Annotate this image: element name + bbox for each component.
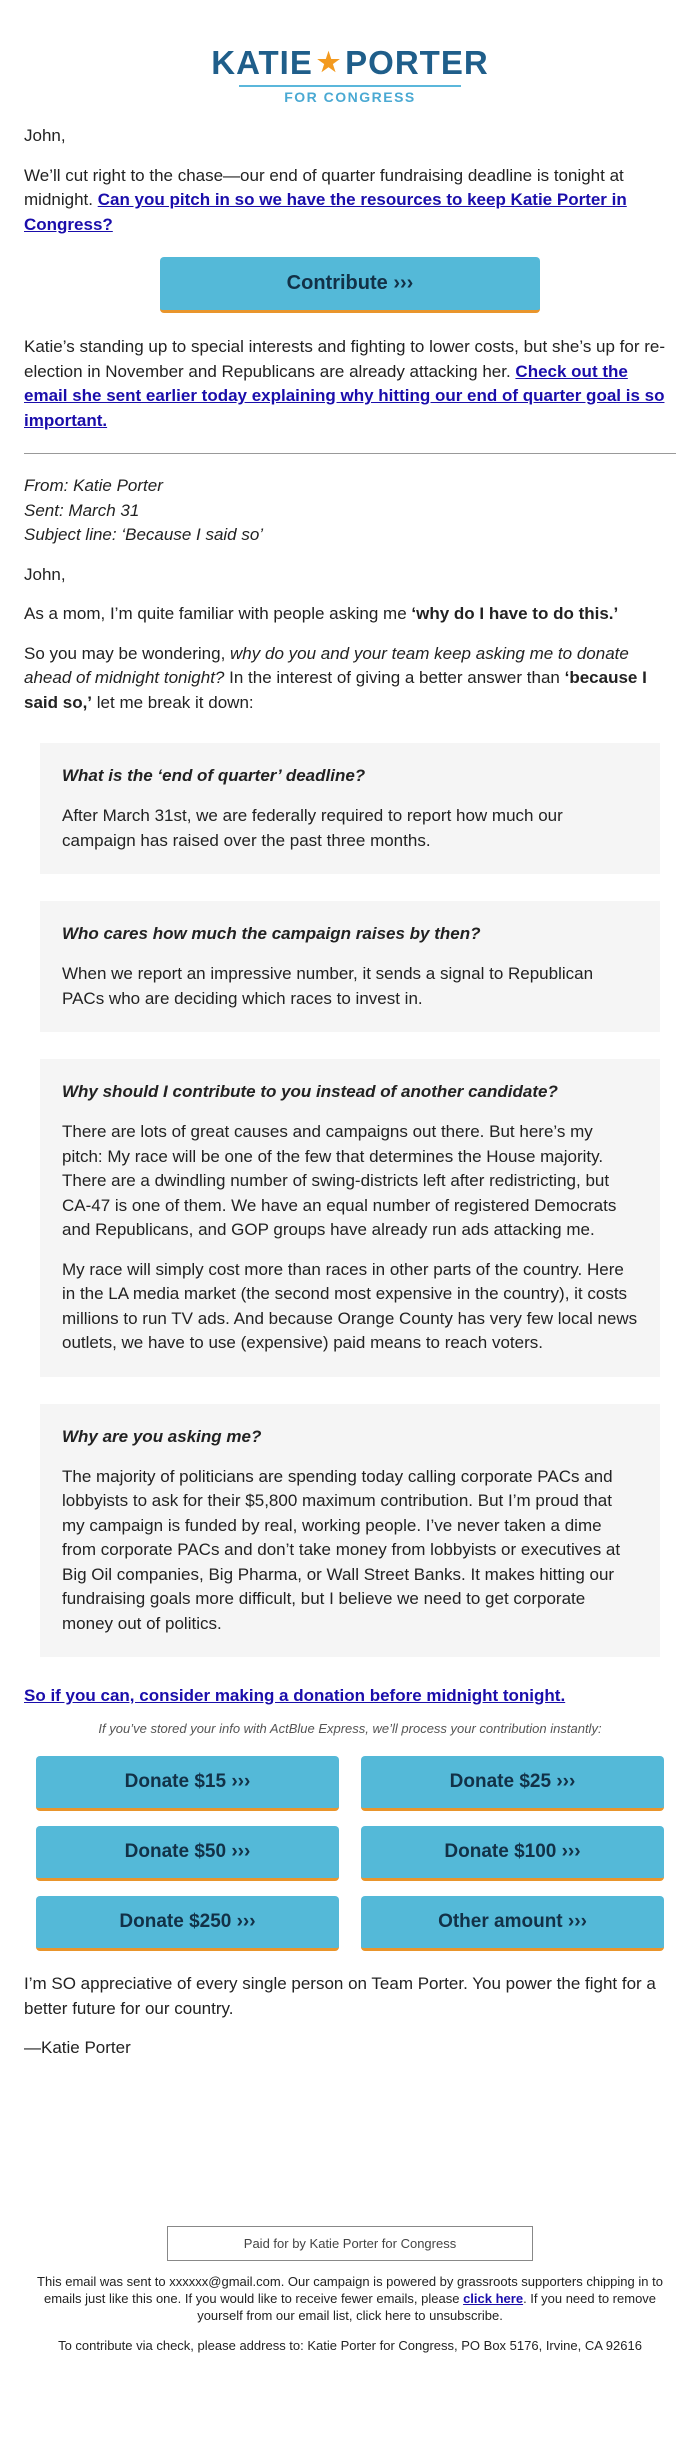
donation-link-paragraph	[24, 1684, 676, 1709]
disclaimer-text-2: . If you need to remove yourself from our email list, click here to unsubscribe.	[197, 2290, 657, 2323]
forwarded-sent: Sent: March 31	[24, 500, 140, 520]
faq-answer: When we report an impressive number, it sends a signal to Republican PACs who are deciding which races to invest in.	[62, 964, 594, 1008]
faq-question: Who cares how much the campaign raises by then?	[62, 924, 481, 943]
intro-text: We’ll cut right to the chase—our end of quarter fundraising deadline is tonight at midnight.	[24, 165, 624, 209]
check-address: To contribute via check, please address to: Katie Porter for Congress, PO Box 5176, Irvine, CA 92616	[58, 2337, 642, 2353]
greeting: John,	[24, 126, 66, 145]
email-body	[0, 124, 700, 2061]
faq-box	[40, 743, 660, 874]
forwarded-header	[24, 474, 676, 548]
reelection-paragraph	[24, 335, 676, 433]
donate-15-button[interactable]: Donate $15 ›››	[36, 1756, 339, 1811]
faq-answer: The majority of politicians are spending today calling corporate PACs and lobbyists to ask for their $5,800 maximum contribution. But I’m proud that my campaign is funded by real, working people. I’ve never taken a dime from corporate PACs and don’t take money from lobbyists or executives at Big Oil companies, Big Pharma, or Wall Street Banks. It makes hitting our fundraising goals more difficult, but I believe we need to get corporate money out of politics.	[62, 1466, 621, 1633]
logo-divider	[239, 85, 461, 87]
donate-other-button[interactable]: Other amount ›››	[361, 1896, 664, 1951]
contribute-button[interactable]: Contribute ›››	[160, 257, 540, 313]
reelection-text: Katie’s standing up to special interests and fighting to lower costs, but she’s up for re-election in November and Republicans are already attacking her.	[24, 337, 666, 381]
faq-answer: There are lots of great causes and campaigns out there. But here’s my pitch: My race will be one of the few that determines the House majority. There are a dwindling number of swing-districts left after redistricting, but CA-47 is one of them. We have an equal number of registered Democrats and Republicans, and GOP groups have already run ads attacking me.	[62, 1122, 617, 1239]
faq-question: What is the ‘end of quarter’ deadline?	[62, 766, 366, 785]
wondering-text: So you may be wondering,	[24, 643, 226, 663]
logo-subtitle: FOR CONGRESS	[284, 89, 416, 105]
faq-answer: My race will simply cost more than races in other parts of the country. Here in the LA media market (the second most expensive in the country), it costs millions to run TV ads. And because Orange County has very few local news outlets, we have to use (expensive) paid means to reach voters.	[62, 1259, 638, 1352]
divider	[24, 453, 676, 454]
pitch-in-link[interactable]: Can you pitch in so we have the resources to keep Katie Porter in Congress?	[24, 190, 627, 234]
footer-disclaimer	[36, 2273, 664, 2324]
logo-first-name: KATIE	[211, 44, 313, 81]
faq-question: Why are you asking me?	[62, 1426, 262, 1446]
donate-100-button[interactable]: Donate $100 ›››	[361, 1826, 664, 1881]
faq-question: Why should I contribute to you instead of another candidate?	[62, 1082, 558, 1101]
donate-button-grid	[24, 1756, 676, 1951]
logo-wordmark	[0, 44, 700, 81]
disclaimer-text: This email was sent to xxxxxx@gmail.com. Our campaign is powered by grassroots supporters chipping in to emails just like this one. If you would like to receive fewer emails, please	[37, 2273, 663, 2306]
intro-paragraph	[24, 164, 676, 238]
donate-25-button[interactable]: Donate $25 ›››	[361, 1756, 664, 1811]
logo-last-name: PORTER	[345, 44, 489, 81]
wondering-question: why do you and your team keep asking me to donate ahead of midnight tonight?	[24, 643, 629, 687]
thanks-paragraph: I’m SO appreciative of every single person on Team Porter. You power the fight for a better future for our country.	[24, 1974, 656, 2018]
donate-50-button[interactable]: Donate $50 ›››	[36, 1826, 339, 1881]
signature: —Katie Porter	[24, 2038, 131, 2057]
forwarded-subject: Subject line: ‘Because I said so’	[24, 525, 264, 544]
faq-box	[40, 1059, 660, 1377]
wondering-text-3: let me break it down:	[96, 692, 254, 712]
cta-wrapper	[24, 257, 676, 313]
donate-before-midnight-link[interactable]: So if you can, consider making a donation before midnight tonight.	[24, 1686, 566, 1705]
donate-250-button[interactable]: Donate $250 ›››	[36, 1896, 339, 1951]
because-quote: ‘because I said so,’	[24, 668, 647, 712]
earlier-email-link[interactable]: Check out the email she sent earlier today explaining why hitting our end of quarter goal is so important.	[24, 361, 665, 430]
mom-paragraph	[24, 602, 676, 627]
star-icon: ★	[316, 47, 342, 77]
faq-box	[40, 901, 660, 1032]
mom-text: As a mom, I’m quite familiar with people asking me	[24, 604, 407, 623]
campaign-logo	[0, 0, 700, 124]
forwarded-from: From: Katie Porter	[24, 476, 163, 495]
fewer-emails-link[interactable]: click here	[463, 2290, 524, 2306]
actblue-note: If you’ve stored your info with ActBlue Express, we’ll process your contribution instantly:	[98, 1720, 602, 1736]
wondering-text-2: In the interest of giving a better answer than	[229, 668, 560, 687]
faq-box	[40, 1404, 660, 1658]
footer	[0, 2226, 700, 2354]
mom-quote: ‘why do I have to do this.’	[411, 604, 619, 623]
faq-answer: After March 31st, we are federally required to report how much our campaign has raised over the past three months.	[62, 806, 563, 850]
paid-for-box: Paid for by Katie Porter for Congress	[167, 2226, 533, 2261]
forwarded-greeting: John,	[24, 564, 66, 584]
wondering-paragraph	[24, 642, 676, 716]
